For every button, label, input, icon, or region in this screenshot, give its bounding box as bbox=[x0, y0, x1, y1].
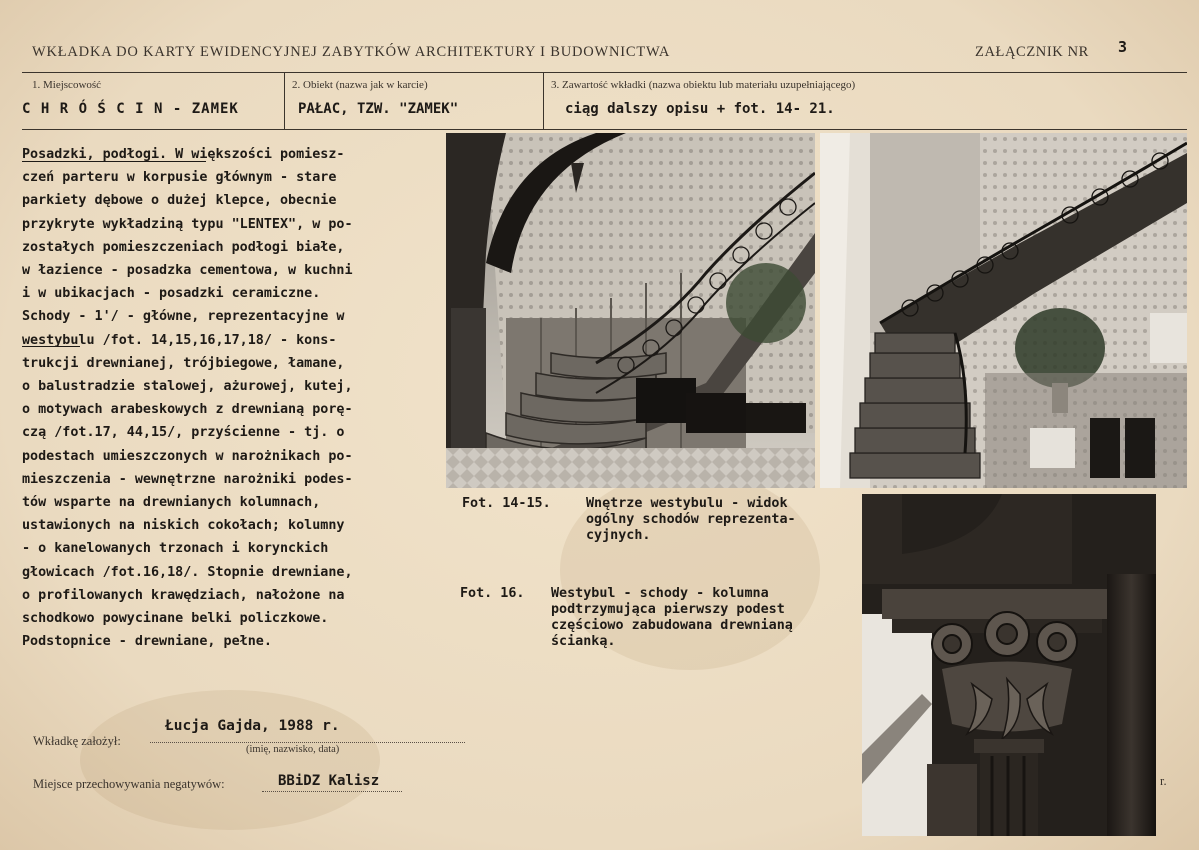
heading-underline bbox=[22, 161, 206, 162]
staircase-photo-15 bbox=[820, 133, 1187, 488]
description-line: o balustradzie stalowej, ażurowej, kutej, bbox=[22, 379, 353, 395]
description-line: w łazience - posadzka cementowa, w kuchni bbox=[22, 263, 353, 279]
negatives-value: BBiDZ Kalisz bbox=[278, 773, 380, 789]
author-value: Łucja Gajda, 1988 r. bbox=[165, 718, 340, 734]
description-line: Schody - 1'/ - główne, reprezentacyjne w bbox=[22, 309, 345, 325]
description-line: westybulu /fot. 14,15,16,17,18/ - kons- bbox=[22, 332, 337, 348]
column-capital-photo-16 bbox=[862, 494, 1156, 836]
field-divider bbox=[284, 72, 285, 129]
attachment-number: 3 bbox=[1118, 38, 1128, 56]
description-line: zostałych pomieszczeniach podłogi białe, bbox=[22, 239, 345, 255]
location-caption: 1. Miejscowość bbox=[32, 79, 102, 91]
description-text bbox=[22, 143, 442, 653]
photo-caption-text: Wnętrze westybulu - widok ogólny schodów reprezenta- cyjnych. bbox=[586, 496, 796, 543]
description-line: o motywach arabeskowych z drewnianą porę- bbox=[22, 402, 353, 418]
staircase-image bbox=[820, 133, 1187, 488]
author-label: Wkładkę założył: bbox=[33, 734, 121, 748]
description-line: - o kanelowanych trzonach i korynckich bbox=[22, 541, 329, 557]
photo-caption-text: Westybul - schody - kolumna podtrzymująca pierwszy podest częściowo zabudowana drewnianą ścianką. bbox=[551, 586, 793, 649]
attachment-label: ZAŁĄCZNIK NR bbox=[975, 44, 1089, 60]
staircase-image bbox=[446, 133, 815, 488]
photo-caption-label: Fot. 16. bbox=[460, 586, 525, 601]
description-line: czeń parteru w korpusie głównym - stare bbox=[22, 170, 337, 186]
description-line: czą /fot.17, 44,15/, przyścienne - tj. o bbox=[22, 425, 345, 441]
author-dotline bbox=[150, 742, 465, 743]
field-divider bbox=[543, 72, 544, 129]
negatives-label: Miejsce przechowywania negatywów: bbox=[33, 777, 225, 791]
sheet-title: WKŁADKA DO KARTY EWIDENCYJNEJ ZABYTKÓW ARCHITEKTURY I BUDOWNICTWA bbox=[32, 44, 671, 60]
location-value: C H R Ó Ś C I N - ZAMEK bbox=[22, 101, 239, 117]
object-caption: 2. Obiekt (nazwa jak w karcie) bbox=[292, 79, 428, 91]
object-value: PAŁAC, TZW. "ZAMEK" bbox=[298, 101, 459, 117]
description-line: głowicach /fot.16,18/. Stopnie drewniane, bbox=[22, 564, 353, 580]
description-line: schodkowo powycinane belki policzkowe. bbox=[22, 611, 329, 627]
content-caption: 3. Zawartość wkładki (nazwa obiektu lub materiału uzupełniającego) bbox=[551, 79, 856, 91]
paper-stain bbox=[80, 690, 380, 830]
description-line: i w ubikacjach - posadzki ceramiczne. bbox=[22, 286, 321, 302]
staircase-photo-14 bbox=[446, 133, 815, 488]
description-line: o profilowanych krawędziach, nałożone na bbox=[22, 587, 345, 603]
description-line: ustawionych na niskich cokołach; kolumny bbox=[22, 518, 345, 534]
author-hint: (imię, nazwisko, data) bbox=[246, 744, 340, 755]
description-line: Podstopnice - drewniane, pełne. bbox=[22, 634, 272, 650]
description-line: trukcji drewnianej, trójbiegowe, łamane, bbox=[22, 355, 345, 371]
description-line: przykryte wykładziną typu "LENTEX", w po- bbox=[22, 216, 353, 232]
negatives-dotline bbox=[262, 791, 402, 792]
content-value: ciąg dalszy opisu + fot. 14- 21. bbox=[565, 101, 835, 117]
photo-caption-label: Fot. 14-15. bbox=[462, 496, 551, 511]
fields-rule bbox=[22, 129, 1187, 130]
description-line: tów wsparte na drewnianych kolumnach, bbox=[22, 495, 321, 511]
description-line: parkiety dębowe o dużej klepce, obecnie bbox=[22, 193, 337, 209]
header-rule bbox=[22, 72, 1187, 73]
description-line: mieszczenia - wewnętrzne narożniki podes- bbox=[22, 471, 353, 487]
description-line: podestach umieszczonych w narożnikach po- bbox=[22, 448, 353, 464]
heading-underline bbox=[22, 346, 80, 347]
column-capital-image bbox=[862, 494, 1156, 836]
description-line: Posadzki, podłogi. W większości pomiesz- bbox=[22, 147, 345, 162]
trailing-mark: r. bbox=[1160, 774, 1167, 788]
